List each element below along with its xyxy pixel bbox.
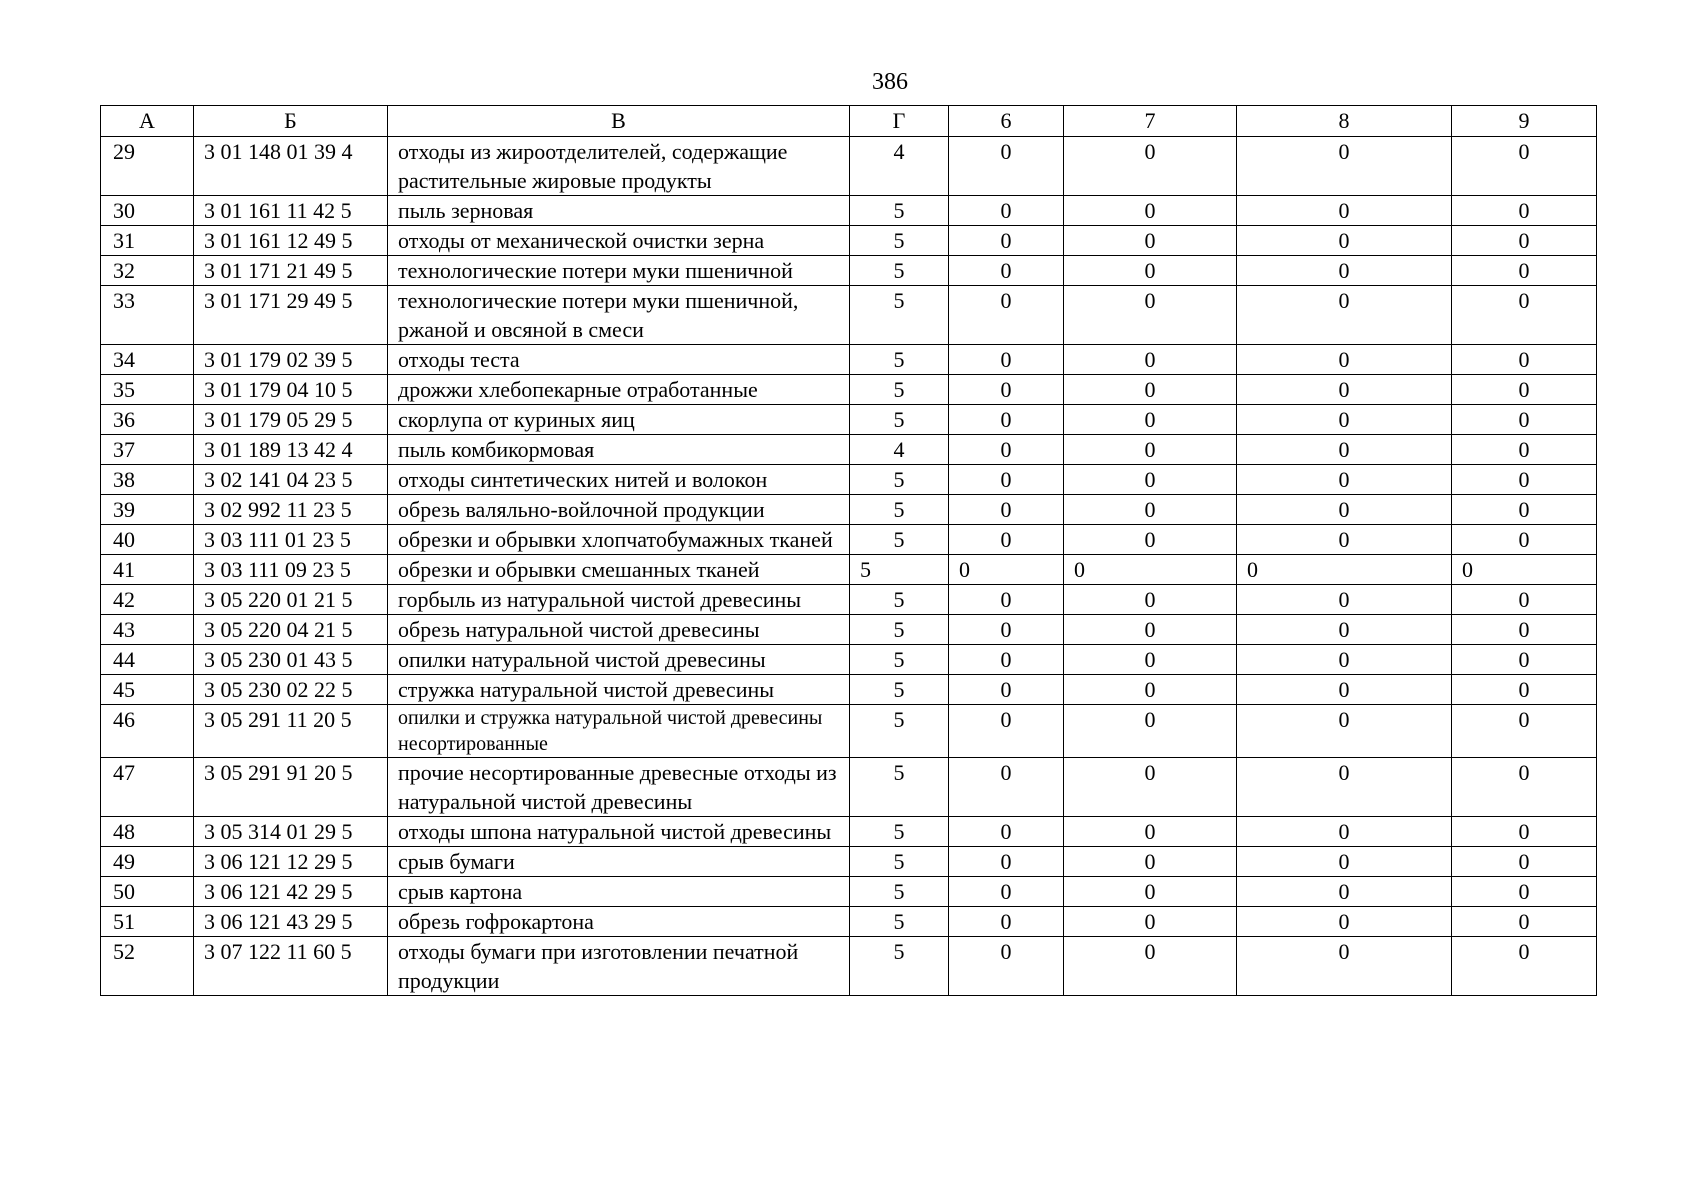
column-9-cell: 0 [1452,256,1597,286]
waste-code-cell: 3 06 121 43 29 5 [194,907,388,937]
waste-name-cell: обрезь валяльно-войлочной продукции [388,495,850,525]
column-7-cell: 0 [1064,907,1237,937]
table-row [101,675,1597,705]
waste-code-cell: 3 05 230 02 22 5 [194,675,388,705]
hazard-class-cell: 5 [850,877,949,907]
row-number-cell: 41 [101,555,194,585]
column-6-cell: 0 [949,585,1064,615]
column-6-cell: 0 [949,907,1064,937]
hazard-class-cell: 5 [850,375,949,405]
hazard-class-cell: 5 [850,645,949,675]
column-8-cell: 0 [1237,705,1452,758]
column-header-6: 6 [949,106,1064,137]
column-7-cell: 0 [1064,435,1237,465]
table-row [101,465,1597,495]
row-number-cell: 30 [101,196,194,226]
row-number-cell: 51 [101,907,194,937]
column-9-cell: 0 [1452,907,1597,937]
hazard-class-cell: 4 [850,137,949,196]
waste-code-cell: 3 03 111 09 23 5 [194,555,388,585]
waste-name-cell [388,705,850,758]
row-number-cell: 37 [101,435,194,465]
waste-code-cell: 3 01 171 29 49 5 [194,286,388,345]
table-row [101,137,1597,196]
row-number-cell: 52 [101,937,194,996]
column-8-cell: 0 [1237,226,1452,256]
waste-name-cell: пыль комбикормовая [388,435,850,465]
row-number-cell: 40 [101,525,194,555]
row-number-cell: 36 [101,405,194,435]
table-row [101,256,1597,286]
column-8-cell: 0 [1237,937,1452,996]
column-8-cell: 0 [1237,847,1452,877]
column-6-cell: 0 [949,817,1064,847]
column-8-cell: 0 [1237,495,1452,525]
hazard-class-cell: 5 [850,226,949,256]
column-8-cell: 0 [1237,615,1452,645]
hazard-class-cell: 5 [850,465,949,495]
column-9-cell: 0 [1452,525,1597,555]
column-header-7: 7 [1064,106,1237,137]
column-8-cell: 0 [1237,435,1452,465]
column-6-cell: 0 [949,877,1064,907]
table-row [101,555,1597,585]
table-row [101,375,1597,405]
column-9-cell: 0 [1452,758,1597,817]
hazard-class-cell: 5 [850,937,949,996]
column-7-cell: 0 [1064,137,1237,196]
waste-code-cell: 3 01 179 04 10 5 [194,375,388,405]
column-6-cell: 0 [949,495,1064,525]
table-row [101,585,1597,615]
table-body [101,137,1597,996]
row-number-cell: 29 [101,137,194,196]
waste-code-cell: 3 02 992 11 23 5 [194,495,388,525]
waste-name-cell: отходы шпона натуральной чистой древесины [388,817,850,847]
table-row [101,226,1597,256]
column-8-cell: 0 [1237,405,1452,435]
hazard-class-cell: 5 [850,615,949,645]
table-row [101,615,1597,645]
column-7-cell: 0 [1064,465,1237,495]
waste-code-cell: 3 07 122 11 60 5 [194,937,388,996]
column-9-cell: 0 [1452,196,1597,226]
column-9-cell: 0 [1452,435,1597,465]
column-9-cell: 0 [1452,937,1597,996]
hazard-class-cell: 5 [850,286,949,345]
column-9-cell: 0 [1452,137,1597,196]
row-number-cell: 34 [101,345,194,375]
column-9-cell: 0 [1452,345,1597,375]
column-6-cell: 0 [949,405,1064,435]
waste-name-text: опилки и стружка натуральной чистой древесины несортированные [398,707,823,755]
column-6-cell: 0 [949,196,1064,226]
column-8-cell: 0 [1237,585,1452,615]
column-6-cell: 0 [949,435,1064,465]
column-header-g: Г [850,106,949,137]
column-8-cell: 0 [1237,555,1452,585]
waste-code-cell: 3 06 121 12 29 5 [194,847,388,877]
column-7-cell: 0 [1064,226,1237,256]
column-6-cell: 0 [949,286,1064,345]
table-header-row [101,106,1597,137]
column-7-cell: 0 [1064,525,1237,555]
waste-code-cell: 3 01 171 21 49 5 [194,256,388,286]
column-8-cell: 0 [1237,286,1452,345]
page-number: 386 [872,69,908,95]
hazard-class-cell: 5 [850,405,949,435]
hazard-class-cell: 5 [850,847,949,877]
column-9-cell: 0 [1452,877,1597,907]
column-header-a: А [101,106,194,137]
waste-code-cell: 3 01 189 13 42 4 [194,435,388,465]
table-row [101,937,1597,996]
row-number-cell: 42 [101,585,194,615]
column-9-cell: 0 [1452,847,1597,877]
hazard-class-cell: 5 [850,758,949,817]
waste-code-cell: 3 01 161 11 42 5 [194,196,388,226]
column-7-cell: 0 [1064,758,1237,817]
hazard-class-cell: 5 [850,495,949,525]
column-9-cell: 0 [1452,675,1597,705]
row-number-cell: 46 [101,705,194,758]
waste-code-cell: 3 06 121 42 29 5 [194,877,388,907]
waste-code-cell: 3 01 179 02 39 5 [194,345,388,375]
column-8-cell: 0 [1237,465,1452,495]
column-7-cell: 0 [1064,705,1237,758]
column-9-cell: 0 [1452,495,1597,525]
column-8-cell: 0 [1237,758,1452,817]
column-header-v: В [388,106,850,137]
row-number-cell: 50 [101,877,194,907]
row-number-cell: 33 [101,286,194,345]
waste-name-cell: обрезки и обрывки смешанных тканей [388,555,850,585]
row-number-cell: 35 [101,375,194,405]
column-7-cell: 0 [1064,847,1237,877]
waste-name-cell: опилки натуральной чистой древесины [388,645,850,675]
column-9-cell: 0 [1452,645,1597,675]
column-6-cell: 0 [949,937,1064,996]
table-row [101,525,1597,555]
column-6-cell: 0 [949,615,1064,645]
waste-code-cell: 3 05 230 01 43 5 [194,645,388,675]
column-8-cell: 0 [1237,817,1452,847]
column-6-cell: 0 [949,137,1064,196]
table-row [101,705,1597,758]
column-8-cell: 0 [1237,137,1452,196]
column-7-cell: 0 [1064,645,1237,675]
waste-name-cell: отходы теста [388,345,850,375]
column-6-cell: 0 [949,847,1064,877]
column-9-cell: 0 [1452,615,1597,645]
column-9-cell: 0 [1452,286,1597,345]
column-8-cell: 0 [1237,256,1452,286]
column-7-cell: 0 [1064,256,1237,286]
column-7-cell: 0 [1064,405,1237,435]
waste-code-cell: 3 01 161 12 49 5 [194,226,388,256]
waste-name-cell: отходы синтетических нитей и волокон [388,465,850,495]
column-9-cell: 0 [1452,555,1597,585]
waste-name-cell: отходы из жироотделителей, содержащие растительные жировые продукты [388,137,850,196]
table-row [101,877,1597,907]
column-7-cell: 0 [1064,585,1237,615]
column-6-cell: 0 [949,645,1064,675]
hazard-class-cell: 5 [850,705,949,758]
waste-code-cell: 3 03 111 01 23 5 [194,525,388,555]
waste-name-cell: пыль зерновая [388,196,850,226]
column-8-cell: 0 [1237,877,1452,907]
waste-name-cell: скорлупа от куриных яиц [388,405,850,435]
table-row [101,907,1597,937]
waste-name-cell: обрезки и обрывки хлопчатобумажных тканей [388,525,850,555]
row-number-cell: 32 [101,256,194,286]
column-9-cell: 0 [1452,705,1597,758]
row-number-cell: 44 [101,645,194,675]
table-row [101,435,1597,465]
waste-code-cell: 3 05 291 91 20 5 [194,758,388,817]
column-header-b: Б [194,106,388,137]
column-9-cell: 0 [1452,405,1597,435]
waste-table [100,105,1597,996]
waste-name-cell: обрезь гофрокартона [388,907,850,937]
row-number-cell: 48 [101,817,194,847]
hazard-class-cell: 5 [850,585,949,615]
hazard-class-cell: 5 [850,675,949,705]
column-6-cell: 0 [949,345,1064,375]
column-7-cell: 0 [1064,555,1237,585]
column-9-cell: 0 [1452,465,1597,495]
waste-name-cell: срыв картона [388,877,850,907]
column-9-cell: 0 [1452,817,1597,847]
waste-name-cell: прочие несортированные древесные отходы из натуральной чистой древесины [388,758,850,817]
row-number-cell: 43 [101,615,194,645]
hazard-class-cell: 5 [850,817,949,847]
column-9-cell: 0 [1452,375,1597,405]
column-7-cell: 0 [1064,817,1237,847]
row-number-cell: 47 [101,758,194,817]
table-row [101,758,1597,817]
column-7-cell: 0 [1064,375,1237,405]
waste-code-cell: 3 01 148 01 39 4 [194,137,388,196]
column-7-cell: 0 [1064,937,1237,996]
hazard-class-cell: 5 [850,196,949,226]
column-6-cell: 0 [949,705,1064,758]
column-6-cell: 0 [949,555,1064,585]
row-number-cell: 38 [101,465,194,495]
waste-code-cell: 3 05 220 01 21 5 [194,585,388,615]
hazard-class-cell: 5 [850,907,949,937]
column-8-cell: 0 [1237,525,1452,555]
waste-code-cell: 3 05 291 11 20 5 [194,705,388,758]
table-row [101,286,1597,345]
waste-name-cell: отходы бумаги при изготовлении печатной продукции [388,937,850,996]
row-number-cell: 31 [101,226,194,256]
waste-name-cell: технологические потери муки пшеничной [388,256,850,286]
table-row [101,645,1597,675]
hazard-class-cell: 5 [850,345,949,375]
column-6-cell: 0 [949,226,1064,256]
column-8-cell: 0 [1237,345,1452,375]
column-8-cell: 0 [1237,645,1452,675]
row-number-cell: 49 [101,847,194,877]
table-row [101,345,1597,375]
table-row [101,495,1597,525]
column-6-cell: 0 [949,375,1064,405]
table-row [101,847,1597,877]
table-row [101,405,1597,435]
waste-code-cell: 3 02 141 04 23 5 [194,465,388,495]
column-header-9: 9 [1452,106,1597,137]
waste-name-cell: стружка натуральной чистой древесины [388,675,850,705]
column-header-8: 8 [1237,106,1452,137]
hazard-class-cell: 5 [850,256,949,286]
row-number-cell: 45 [101,675,194,705]
column-7-cell: 0 [1064,196,1237,226]
row-number-cell: 39 [101,495,194,525]
column-7-cell: 0 [1064,286,1237,345]
column-6-cell: 0 [949,758,1064,817]
column-7-cell: 0 [1064,675,1237,705]
column-7-cell: 0 [1064,615,1237,645]
column-8-cell: 0 [1237,675,1452,705]
column-8-cell: 0 [1237,196,1452,226]
waste-name-cell: технологические потери муки пшеничной, ржаной и овсяной в смеси [388,286,850,345]
column-6-cell: 0 [949,256,1064,286]
column-9-cell: 0 [1452,585,1597,615]
column-9-cell: 0 [1452,226,1597,256]
hazard-class-cell: 5 [850,555,949,585]
column-7-cell: 0 [1064,495,1237,525]
column-8-cell: 0 [1237,375,1452,405]
waste-code-cell: 3 05 220 04 21 5 [194,615,388,645]
waste-name-cell: дрожжи хлебопекарные отработанные [388,375,850,405]
waste-name-cell: отходы от механической очистки зерна [388,226,850,256]
hazard-class-cell: 5 [850,525,949,555]
column-6-cell: 0 [949,525,1064,555]
waste-code-cell: 3 01 179 05 29 5 [194,405,388,435]
waste-name-cell: горбыль из натуральной чистой древесины [388,585,850,615]
column-6-cell: 0 [949,675,1064,705]
waste-code-cell: 3 05 314 01 29 5 [194,817,388,847]
column-8-cell: 0 [1237,907,1452,937]
table-row [101,817,1597,847]
column-7-cell: 0 [1064,345,1237,375]
column-7-cell: 0 [1064,877,1237,907]
table-row [101,196,1597,226]
hazard-class-cell: 4 [850,435,949,465]
waste-name-cell: обрезь натуральной чистой древесины [388,615,850,645]
waste-name-cell: срыв бумаги [388,847,850,877]
column-6-cell: 0 [949,465,1064,495]
